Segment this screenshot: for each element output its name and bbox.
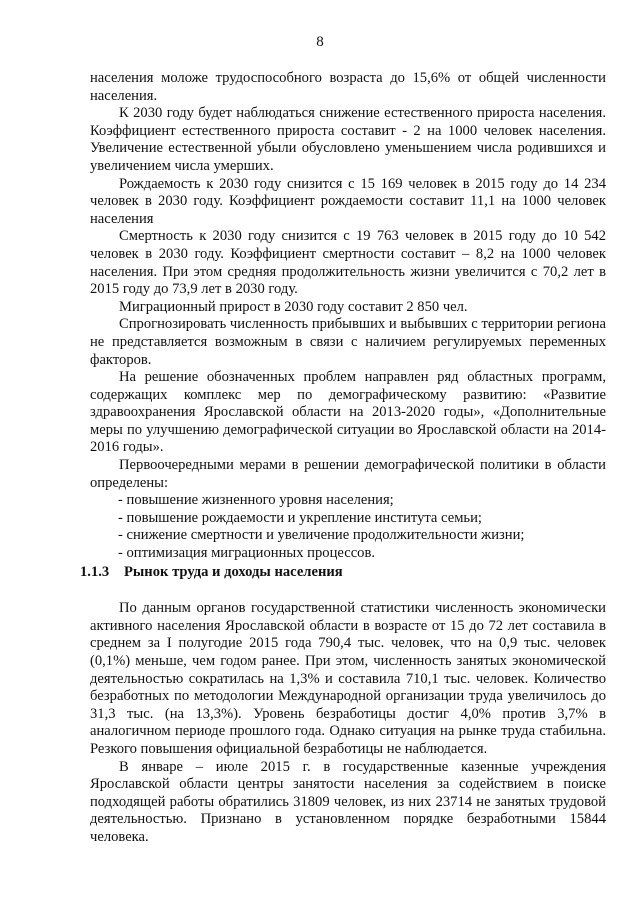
list-item: - повышение жизненного уровня населения; — [118, 492, 394, 509]
list-item: - повышение рождаемости и укрепление института семьи; — [118, 509, 482, 526]
paragraph: Миграционный прирост в 2030 году составит 2 850 чел. — [119, 298, 468, 315]
section-title: Рынок труда и доходы населения — [124, 563, 343, 580]
section-spacer — [90, 581, 606, 600]
paragraph: К 2030 году будет наблюдаться снижение естественного прироста населения. Коэффициент естественного прироста составит - 2 на 1000 человек населения. Увеличение естественной убыли обусловлено уменьшением числа родившихся и увеличением числа умерших. — [90, 105, 606, 174]
page-number: 8 — [316, 34, 324, 50]
section-heading — [80, 564, 606, 582]
paragraph: населения моложе трудоспособного возраста до 15,6% от общей численности населения. — [90, 70, 606, 104]
paragraph: Рождаемость к 2030 году снизится с 15 169 человек в 2015 году до 14 234 человек в 2030 году. Коэффициент рождаемости составит 11,1 на 1000 человек населения — [90, 175, 606, 227]
section-number: 1.1.3 — [80, 563, 110, 580]
paragraph: Смертность к 2030 году снизится с 19 763 человек в 2015 году до 10 542 человек в 2030 году. Коэффициент смертности составит – 8,2 на 1000 человек населения. При этом средняя продолжительность жизни увеличится с 70,2 лет в 2015 году до 73,9 лет в 2030 году. — [90, 228, 606, 298]
paragraph: Первоочередными мерами в решении демографической политики в области определены: — [90, 457, 606, 491]
bullet-list — [90, 492, 606, 562]
top-paragraphs — [90, 70, 606, 492]
list-item: - снижение смертности и увеличение продолжительности жизни; — [118, 527, 525, 544]
paragraph: В январе – июле 2015 г. в государственные казенные учреждения Ярославской области центры занятости населения за содействием в поиске подходящей работы обратились 31809 человек, из них 23714 не занятых трудовой деятельностью. Признано в установленном порядке безработными 15844 человека. — [90, 758, 606, 845]
bottom-paragraphs — [90, 600, 606, 846]
paragraph: На решение обозначенных проблем направлен ряд областных программ, содержащих комплекс мер по демографическому развитию: «Развитие здравоохранения Ярославской области на 2013-2020 годы», «Дополнительные меры по улучшению демографической ситуации во Ярославской области на 2014-2016 годы». — [90, 369, 606, 456]
list-item: - оптимизация миграционных процессов. — [118, 545, 376, 562]
document-body — [80, 70, 606, 847]
paragraph: Спрогнозировать численность прибывших и выбывших с территории региона не представляется возможным в связи с наличием регулируемых переменных факторов. — [90, 316, 606, 368]
paragraph: По данным органов государственной статистики численность экономически активного населения Ярославской области в возрасте от 15 до 72 лет составила в среднем за I полугодие 2015 года 790,4 тыс. человек, что на 0,9 тыс. человек (0,1%) меньше, чем годом ранее. При этом, численность занятых экономической деятельностью сократилась на 1,3% и составила 710,1 тыс. человек. Количество безработных по методологии Международной организации труда увеличилось до 31,3 тыс. (на 13,3%). Уровень безработицы достиг 4,0% против 3,7% в аналогичном периоде прошлого года. Однако ситуация на рынке труда стабильна. Резкого повышения официальной безработицы не наблюдается. — [90, 600, 606, 757]
